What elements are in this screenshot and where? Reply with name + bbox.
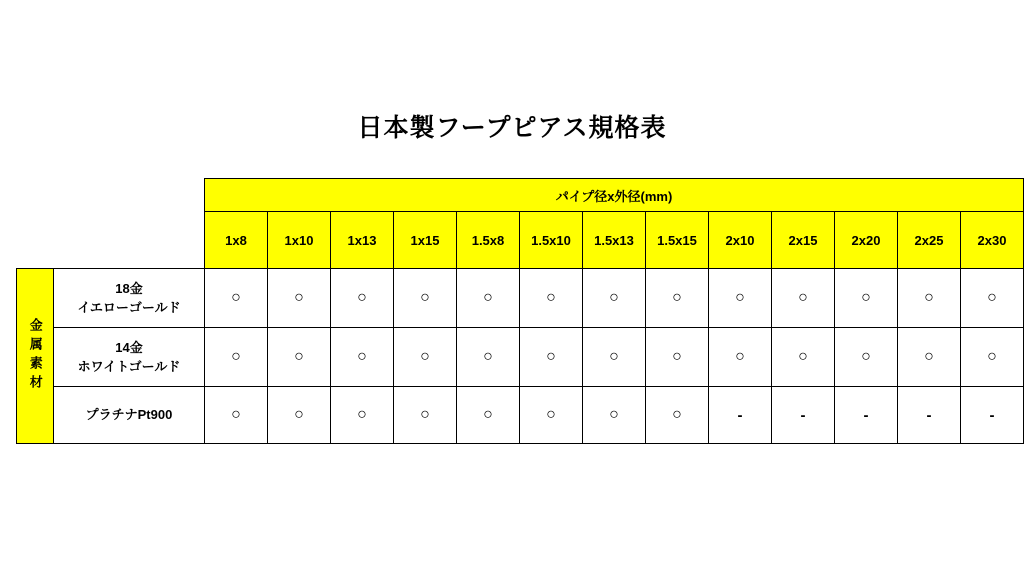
cell-18k-12: [961, 269, 1024, 328]
availability-mark: -: [737, 406, 743, 424]
cell-14k-8: [709, 328, 772, 387]
availability-mark: ○: [546, 406, 556, 423]
cell-18k-11: [898, 269, 961, 328]
availability-mark: ○: [987, 348, 997, 365]
availability-mark: ○: [609, 406, 619, 423]
availability-mark: ○: [861, 289, 871, 306]
cell-18k-5: [520, 269, 583, 328]
table-size-header-row: [17, 212, 1024, 269]
availability-mark: ○: [483, 289, 493, 306]
spec-table-container: [16, 178, 1024, 444]
corner-blank-axis-2: [17, 212, 54, 269]
cell-14k-11: [898, 328, 961, 387]
availability-mark: ○: [483, 348, 493, 365]
availability-mark: ○: [294, 406, 304, 423]
page-title: 日本製フープピアス規格表: [357, 114, 667, 142]
availability-mark: -: [926, 406, 932, 424]
size-header-0: 1x8: [205, 212, 268, 269]
material-name-18k: [54, 269, 205, 328]
availability-mark: ○: [798, 348, 808, 365]
cell-14k-12: [961, 328, 1024, 387]
cell-18k-8: [709, 269, 772, 328]
group-header-pipe-size: パイプ径x外径(mm): [205, 179, 1024, 212]
cell-18k-9: [772, 269, 835, 328]
cell-14k-6: [583, 328, 646, 387]
cell-14k-4: [457, 328, 520, 387]
availability-mark: ○: [420, 406, 430, 423]
availability-mark: ○: [231, 406, 241, 423]
availability-mark: ○: [231, 289, 241, 306]
cell-pt-12: [961, 387, 1024, 444]
availability-mark: -: [800, 406, 806, 424]
cell-18k-4: [457, 269, 520, 328]
availability-mark: ○: [987, 289, 997, 306]
size-header-3: 1x15: [394, 212, 457, 269]
availability-mark: ○: [420, 289, 430, 306]
cell-18k-7: [646, 269, 709, 328]
availability-mark: ○: [672, 348, 682, 365]
cell-pt-7: [646, 387, 709, 444]
axis-label-material: [17, 269, 54, 444]
spec-table: [16, 178, 1024, 444]
cell-14k-9: [772, 328, 835, 387]
size-header-6: 1.5x13: [583, 212, 646, 269]
availability-mark: ○: [924, 348, 934, 365]
material-name-platinum: [54, 387, 205, 444]
availability-mark: ○: [924, 289, 934, 306]
availability-mark: ○: [420, 348, 430, 365]
table-group-header-row: [17, 179, 1024, 212]
material-name-line1: 14金: [115, 339, 143, 355]
corner-blank-name: [54, 179, 205, 212]
availability-mark: ○: [231, 348, 241, 365]
cell-pt-2: [331, 387, 394, 444]
cell-14k-3: [394, 328, 457, 387]
cell-18k-2: [331, 269, 394, 328]
size-header-12: 2x30: [961, 212, 1024, 269]
cell-14k-7: [646, 328, 709, 387]
availability-mark: ○: [609, 348, 619, 365]
availability-mark: ○: [735, 348, 745, 365]
size-header-11: 2x25: [898, 212, 961, 269]
cell-pt-10: [835, 387, 898, 444]
cell-pt-5: [520, 387, 583, 444]
availability-mark: -: [989, 406, 995, 424]
table-row: [17, 387, 1024, 444]
size-header-5: 1.5x10: [520, 212, 583, 269]
cell-pt-9: [772, 387, 835, 444]
availability-mark: ○: [357, 348, 367, 365]
cell-18k-1: [268, 269, 331, 328]
cell-14k-2: [331, 328, 394, 387]
availability-mark: ○: [735, 289, 745, 306]
cell-14k-10: [835, 328, 898, 387]
availability-mark: ○: [357, 289, 367, 306]
availability-mark: ○: [672, 406, 682, 423]
cell-14k-5: [520, 328, 583, 387]
table-row: [17, 328, 1024, 387]
corner-blank-axis: [17, 179, 54, 212]
axis-label-text: 金属素材: [27, 318, 43, 394]
size-header-8: 2x10: [709, 212, 772, 269]
size-header-9: 2x15: [772, 212, 835, 269]
material-name-line2: プラチナPt900: [85, 407, 173, 423]
availability-mark: ○: [798, 289, 808, 306]
material-name-line2: ホワイトゴールド: [77, 359, 181, 374]
size-header-7: 1.5x15: [646, 212, 709, 269]
cell-pt-0: [205, 387, 268, 444]
size-header-2: 1x13: [331, 212, 394, 269]
cell-pt-4: [457, 387, 520, 444]
cell-pt-8: [709, 387, 772, 444]
cell-pt-11: [898, 387, 961, 444]
availability-mark: -: [863, 406, 869, 424]
material-name-line2: イエローゴールド: [77, 300, 181, 315]
availability-mark: ○: [294, 348, 304, 365]
cell-14k-0: [205, 328, 268, 387]
cell-18k-6: [583, 269, 646, 328]
table-row: [17, 269, 1024, 328]
availability-mark: ○: [861, 348, 871, 365]
availability-mark: ○: [672, 289, 682, 306]
material-name-14k: [54, 328, 205, 387]
cell-pt-6: [583, 387, 646, 444]
cell-18k-3: [394, 269, 457, 328]
availability-mark: ○: [609, 289, 619, 306]
availability-mark: ○: [357, 406, 367, 423]
availability-mark: ○: [546, 289, 556, 306]
availability-mark: ○: [294, 289, 304, 306]
cell-14k-1: [268, 328, 331, 387]
cell-18k-0: [205, 269, 268, 328]
corner-blank-name-2: [54, 212, 205, 269]
availability-mark: ○: [546, 348, 556, 365]
cell-18k-10: [835, 269, 898, 328]
cell-pt-1: [268, 387, 331, 444]
availability-mark: ○: [483, 406, 493, 423]
size-header-1: 1x10: [268, 212, 331, 269]
cell-pt-3: [394, 387, 457, 444]
size-header-10: 2x20: [835, 212, 898, 269]
material-name-line1: 18金: [115, 280, 143, 296]
size-header-4: 1.5x8: [457, 212, 520, 269]
